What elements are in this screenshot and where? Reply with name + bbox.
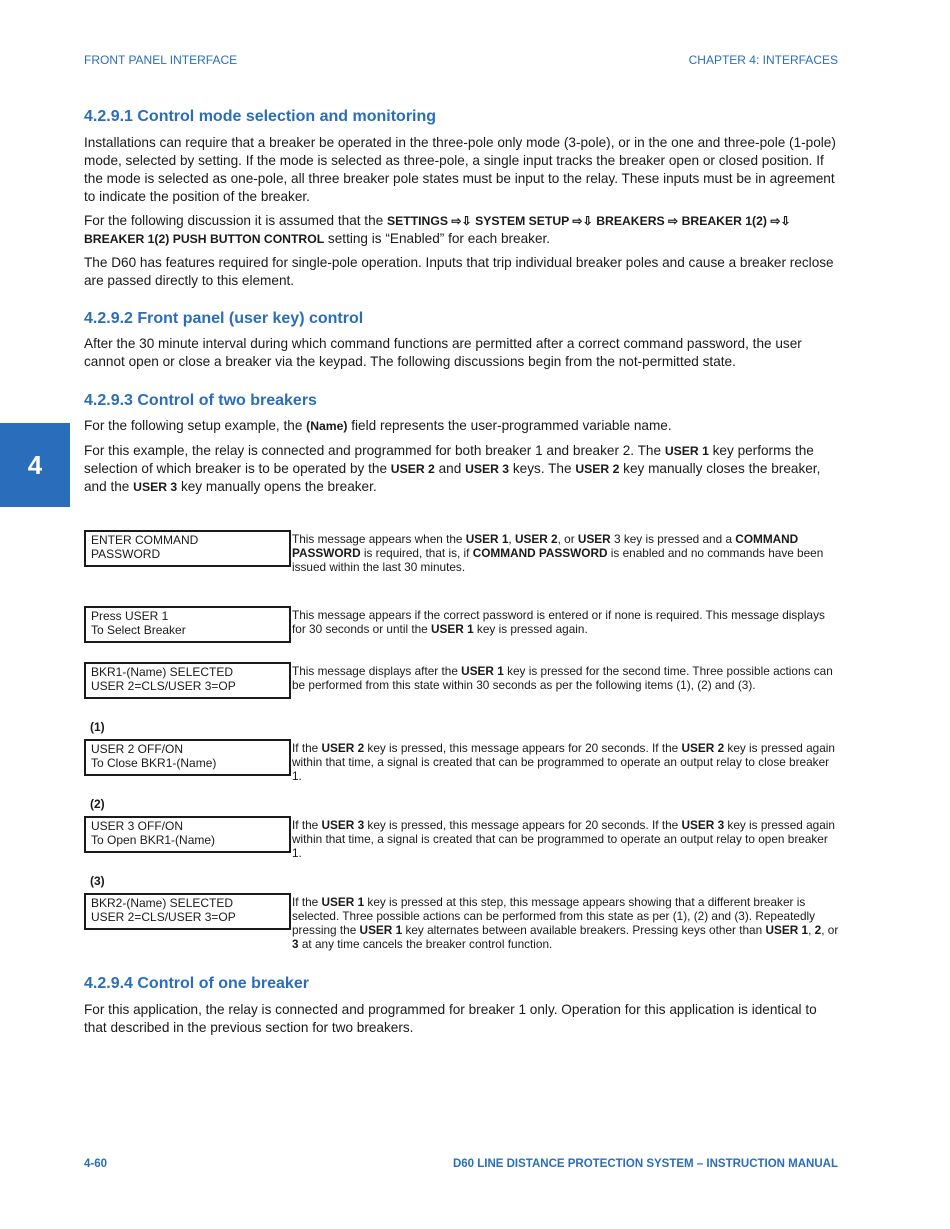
emphasized-term: USER 2 (321, 741, 365, 755)
emphasized-term: USER 2 (514, 532, 558, 546)
text-run: If the (292, 818, 322, 832)
message-description (292, 608, 840, 636)
text-run: at any time cancels the breaker control function. (298, 937, 553, 951)
paragraph (84, 442, 840, 496)
display-line-2: PASSWORD (91, 547, 161, 561)
text-run: key is pressed again within that time, a signal is created that can be programmed to operate an output relay to open breaker 1. (292, 818, 835, 860)
message-description (292, 532, 840, 574)
emphasized-term: USER 1 (765, 923, 809, 937)
display-message-box (84, 662, 291, 699)
emphasized-term: USER 1 (461, 664, 504, 678)
text-run: key manually opens the breaker. (177, 479, 377, 494)
display-message-box (84, 893, 291, 930)
text-run: This message appears when the (292, 532, 466, 546)
emphasized-term: USER 2 (575, 462, 620, 476)
item-label: (1) (90, 720, 105, 734)
emphasized-term: USER 3 (133, 480, 178, 494)
emphasized-term: COMMAND PASSWORD (292, 532, 799, 560)
text-run: key is pressed for the second time. Three possible actions can be performed from this state within 30 seconds as per the following items (1), (2) and (3). (292, 664, 833, 692)
text-run: is required, that is, if (360, 546, 473, 560)
display-line-2: To Close BKR1-(Name) (91, 756, 217, 770)
message-description (292, 741, 840, 783)
item-label: (3) (90, 874, 105, 888)
text-run: field represents the user-programmed variable name. (347, 418, 672, 433)
page-number: 4-60 (84, 1158, 108, 1170)
item-label: (2) (90, 797, 105, 811)
text-run: , or (821, 923, 839, 937)
emphasized-term: USER 1 (664, 444, 709, 458)
section-heading-4-2-9-2: 4.2.9.2 Front panel (user key) control (84, 310, 364, 327)
emphasized-term: (Name) (306, 419, 348, 433)
text-run: This message appears if the correct password is entered or if none is required. This message displays for 30 seconds or until the (292, 608, 825, 636)
manual-title: D60 LINE DISTANCE PROTECTION SYSTEM – INSTRUCTION MANUAL (452, 1158, 838, 1170)
emphasized-term: USER 2 (390, 462, 435, 476)
chapter-tab: 4 (0, 423, 70, 507)
message-description (292, 818, 840, 860)
emphasized-term: USER 1 (431, 622, 474, 636)
paragraph (84, 212, 840, 248)
text-run: After the 30 minute interval during which command functions are permitted after a correct command password, the user cannot open or close a breaker via the keypad. The following discussions begin from the not-permitted state. (84, 336, 802, 369)
text-run: key manually closes the breaker, and the (84, 461, 821, 494)
text-run: key is pressed, this message appears for 20 seconds. If the (364, 818, 682, 832)
emphasized-term: USER (577, 532, 611, 546)
display-message-box (84, 606, 291, 643)
emphasized-term: COMMAND PASSWORD (472, 546, 608, 560)
text-run: The D60 has features required for single-pole operation. Inputs that trip individual breaker poles and cause a breaker reclose are passed directly to this element. (84, 255, 834, 288)
text-run: key performs the selection of which breaker is to be operated by the (84, 443, 814, 476)
text-run: , or (557, 532, 578, 546)
section-heading-4-2-9-3: 4.2.9.3 Control of two breakers (84, 392, 317, 409)
paragraph (84, 254, 840, 290)
section-heading-4-2-9-4: 4.2.9.4 Control of one breaker (84, 975, 309, 992)
paragraph (84, 134, 840, 206)
display-line-1: USER 3 OFF/ON (91, 819, 184, 833)
text-run: , (508, 532, 515, 546)
text-run: For this example, the relay is connected and programmed for both breaker 1 and breaker 2. The (84, 443, 665, 458)
text-run: key alternates between available breakers. Pressing keys other than (402, 923, 766, 937)
text-run: If the (292, 741, 322, 755)
display-line-2: To Select Breaker (91, 623, 186, 637)
text-run: setting is “Enabled” for each breaker. (324, 231, 551, 246)
section-heading-4-2-9-1: 4.2.9.1 Control mode selection and monitoring (84, 108, 437, 125)
emphasized-term: 2 (814, 923, 822, 937)
header-section-name: FRONT PANEL INTERFACE (84, 53, 238, 67)
display-line-1: USER 2 OFF/ON (91, 742, 184, 756)
display-line-1: BKR2-(Name) SELECTED (91, 896, 234, 910)
text-run: key is pressed again within that time, a signal is created that can be programmed to operate an output relay to close breaker 1. (292, 741, 835, 783)
text-run: and (434, 461, 466, 476)
text-run: 3 key is pressed and a (610, 532, 736, 546)
emphasized-term: USER 2 (681, 741, 725, 755)
display-line-2: To Open BKR1-(Name) (91, 833, 216, 847)
header-chapter-name: CHAPTER 4: INTERFACES (688, 53, 838, 67)
text-run: , (808, 923, 815, 937)
text-run: Installations can require that a breaker be operated in the three-pole only mode (3-pole), or in the one and three-pole (1-pole) mode, selected by setting. If the mode is selected as three-pole, a single input tracks the breaker open or closed position. If the mode is selected as one-pole, all three breaker pole states must be input to the relay. These inputs must be in agreement to indicate the position of the breaker. (84, 135, 836, 204)
emphasized-term: SETTINGS ⇨⇩ SYSTEM SETUP ⇨⇩ BREAKERS ⇨ BREAKER 1(2) ⇨⇩ BREAKER 1(2) PUSH BUTTON CONTROL (84, 214, 791, 246)
emphasized-term: USER 3 (681, 818, 725, 832)
paragraph (84, 335, 840, 371)
text-run: If the (292, 895, 322, 909)
display-line-1: Press USER 1 (91, 609, 169, 623)
text-run: keys. The (509, 461, 576, 476)
display-line-2: USER 2=CLS/USER 3=OP (91, 679, 236, 693)
emphasized-term: USER 3 (465, 462, 510, 476)
text-run: key is pressed again. (473, 622, 588, 636)
text-run: is enabled and no commands have been issued within the last 30 minutes. (292, 546, 824, 574)
display-line-2: USER 2=CLS/USER 3=OP (91, 910, 236, 924)
emphasized-term: USER 3 (321, 818, 365, 832)
display-line-1: ENTER COMMAND (91, 533, 199, 547)
text-run: This message displays after the (292, 664, 462, 678)
emphasized-term: USER 1 (321, 895, 365, 909)
message-description (292, 664, 840, 692)
text-run: For this application, the relay is connected and programmed for breaker 1 only. Operation for this application is identical to that described in the previous section for two breakers. (84, 1002, 817, 1035)
emphasized-term: 3 (292, 937, 299, 951)
paragraph (84, 1001, 840, 1037)
display-message-box (84, 739, 291, 776)
paragraph (84, 417, 840, 435)
display-message-box (84, 530, 291, 567)
text-run: For the following setup example, the (84, 418, 307, 433)
emphasized-term: USER 1 (465, 532, 509, 546)
text-run: key is pressed, this message appears for 20 seconds. If the (364, 741, 682, 755)
text-run: For the following discussion it is assumed that the (84, 213, 387, 228)
display-line-1: BKR1-(Name) SELECTED (91, 665, 234, 679)
text-run: key is pressed at this step, this message appears showing that a different breaker is selected. Three possible actions can be performed from this state as per (1), (2) and (3). Repeatedly pressing the (292, 895, 816, 937)
message-description (292, 895, 840, 951)
display-message-box (84, 816, 291, 853)
emphasized-term: USER 1 (359, 923, 403, 937)
